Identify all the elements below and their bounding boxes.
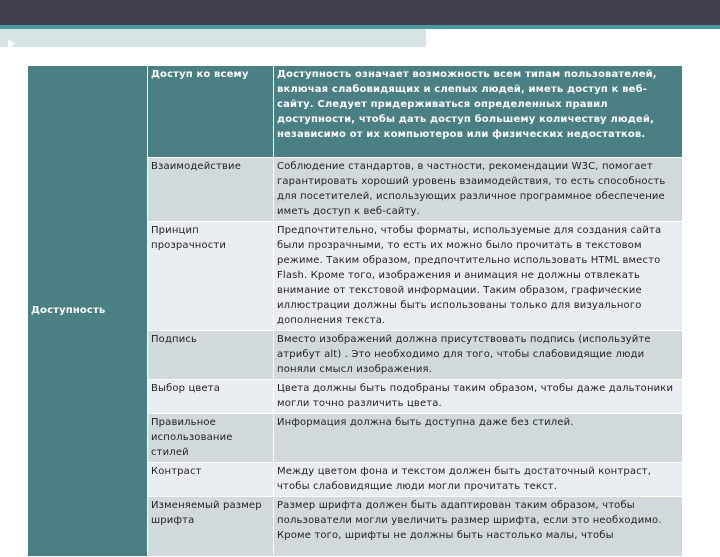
term-cell: Доступ ко всему [148, 66, 274, 158]
section-label-cell: Доступность [28, 66, 148, 557]
description-cell: Между цветом фона и текстом должен быть достаточный контраст, чтобы слабовидящие люди могли прочитать текст. [274, 463, 683, 497]
term-cell: Взаимодействие [148, 158, 274, 222]
term-cell: Принцип прозрачности [148, 222, 274, 331]
accessibility-table [27, 65, 683, 557]
description-continuation: Кроме того, шрифты не должны быть настолько малы, чтобы [277, 530, 614, 541]
term-cell: Правильное использование стилей [148, 414, 274, 463]
description-cell: Предпочтительно, чтобы форматы, используемые для создания сайта были прозрачными, то есть их можно было прочитать в текстовом режиме. Таким образом, предпочтительно использовать HTML вместо Flash. Кроме того, изображения и анимация не должны отвлекать внимание от текстовой информации. Таким образом, графические иллюстрации должны быть использованы только для визуального дополнения текста. [274, 222, 683, 331]
slide-top-bar [0, 0, 720, 25]
bullet-arrow-icon [8, 39, 15, 49]
term-cell: Изменяемый размер шрифта [148, 497, 274, 557]
table-row [28, 66, 683, 158]
description-text: Размер шрифта должен быть адаптирован таким образом, чтобы пользователи могли увеличить размер шрифта, если это необходимо. [277, 500, 662, 526]
description-cell: Вместо изображений должна присутствовать подпись (используйте атрибут alt) . Это необходимо для того, чтобы слабовидящие люди поняли смысл изображения. [274, 331, 683, 380]
term-cell: Подпись [148, 331, 274, 380]
description-cell: Соблюдение стандартов, в частности, рекомендации W3C, помогает гарантировать хороший уровень взаимодействия, то есть способность для посетителей, использующих различное программное обеспечение иметь доступ к веб-сайту. [274, 158, 683, 222]
description-cell [274, 497, 683, 557]
description-cell: Доступность означает возможность всем типам пользователей, включая слабовидящих и слепых людей, иметь доступ к веб-сайту. Следует придерживаться определенных правил доступности, чтобы дать доступ большему количеству людей, независимо от их компьютеров или физических недостатков. [274, 66, 683, 158]
term-cell: Выбор цвета [148, 380, 274, 414]
slide-pale-band [0, 29, 426, 47]
description-cell: Цвета должны быть подобраны таким образом, чтобы даже дальтоники могли точно различить цвета. [274, 380, 683, 414]
term-cell: Контраст [148, 463, 274, 497]
description-cell: Информация должна быть доступна даже без стилей. [274, 414, 683, 463]
